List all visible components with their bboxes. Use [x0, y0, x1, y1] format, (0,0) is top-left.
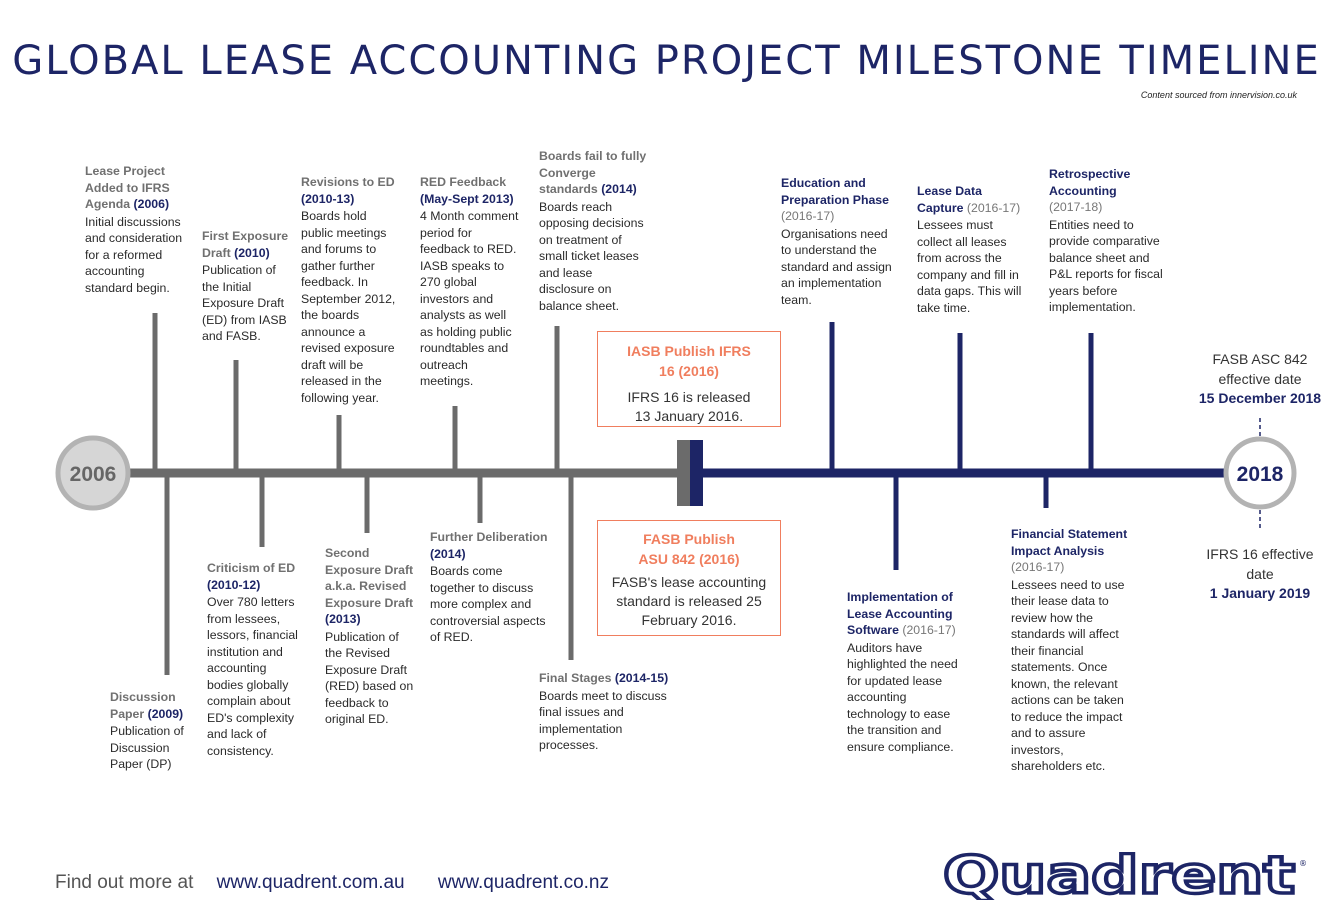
event-further-deliberation: Further Deliberation (2014) Boards come together to discuss more complex and controversial aspects of RED.: [430, 530, 548, 644]
footer: [55, 872, 609, 894]
event-lease-data-capture: Lease Data Capture (2016-17) Lessees must collect all leases from across the company and fill in data gaps. This will take time.: [917, 184, 1022, 315]
footer-link-au[interactable]: www.quadrent.com.au: [216, 872, 405, 893]
source-note: Content sourced from innervision.co.uk: [1140, 90, 1297, 100]
event-discussion-paper: Discussion Paper (2009) Publication of Discussion Paper (DP): [110, 690, 184, 771]
event-criticism-of-ed: Criticism of ED (2010-12) Over 780 letters from lessees, lessors, financial institution and accounting bodies globally complain about ED's complexity and lack of consistency.: [207, 561, 298, 758]
event-lease-project: Lease Project Added to IFRS Agenda (2006) Initial discussions and consideration for a reformed accounting standard begin.: [85, 164, 183, 295]
ifrs16-publish-box: IASB Publish IFRS 16 (2016) IFRS 16 is released 13 January 2016.: [597, 331, 781, 427]
event-retrospective-accounting: Retrospective Accounting (2017-18) Entities need to provide comparative balance sheet and P&L reports for fiscal years before implementation.: [1049, 167, 1163, 314]
page-title: GLOBAL LEASE ACCOUNTING PROJECT MILESTONE TIMELINE: [12, 38, 1321, 84]
event-implementation-software: Implementation of Lease Accounting Software (2016-17) Auditors have highlighted the need for updated lease accounting technology to ease the transition and ensure compliance.: [847, 590, 958, 754]
event-revisions-to-ed: Revisions to ED (2010-13) Boards hold public meetings and forums to gather further feedback. In September 2012, the boards announce a revised exposure draft will be released in the following year.: [301, 175, 396, 405]
timeline-divider: [677, 440, 690, 506]
end-year-label: 2018: [1236, 463, 1284, 486]
start-year-label: 2006: [69, 463, 117, 486]
footer-prefix: Find out more at: [55, 872, 194, 893]
asu842-publish-box: FASB Publish ASU 842 (2016) FASB's lease accounting standard is released 25 February 2016.: [597, 520, 781, 636]
event-financial-statement-impact: Financial Statement Impact Analysis (2016-17) Lessees need to use their lease data to review how the standards will affect their financial statements. Once known, the relevant actions can be taken to reduce the impact and to assure investors, shareholders etc.: [1011, 527, 1128, 773]
quadrent-logo: [943, 852, 1313, 900]
event-second-exposure-draft: Second Exposure Draft a.k.a. Revised Exposure Draft (2013) Publication of the Revised Exposure Draft (RED) based on feedback to original ED.: [325, 546, 414, 726]
event-boards-fail-converge: Boards fail to fully Converge standards (2014) Boards reach opposing decisions on treatment of small ticket leases and lease disclosure on balance sheet.: [539, 149, 647, 313]
event-first-exposure-draft: First Exposure Draft (2010) Publication of the Initial Exposure Draft (ED) from IASB and FASB.: [202, 229, 289, 343]
svg-text:Quadrent: Quadrent: [943, 852, 1295, 900]
footer-link-nz[interactable]: www.quadrent.co.nz: [437, 872, 609, 893]
svg-text:®: ®: [1299, 859, 1307, 868]
timeline-divider: [690, 440, 703, 506]
event-final-stages: Final Stages (2014-15) Boards meet to discuss final issues and implementation processes.: [539, 671, 669, 752]
fasb-effective-date: FASB ASC 842 effective date 15 December 2018: [1198, 351, 1322, 406]
event-education-preparation: Education and Preparation Phase (2016-17) Organisations need to understand the standard and assign an implementation team.: [781, 176, 892, 307]
event-red-feedback: RED Feedback (May-Sept 2013) 4 Month comment period for feedback to RED. IASB speaks to 270 global investors and analysts as well as holding public roundtables and outreach meetings.: [420, 175, 519, 388]
ifrs16-effective-date: IFRS 16 effective date 1 January 2019: [1206, 546, 1314, 601]
